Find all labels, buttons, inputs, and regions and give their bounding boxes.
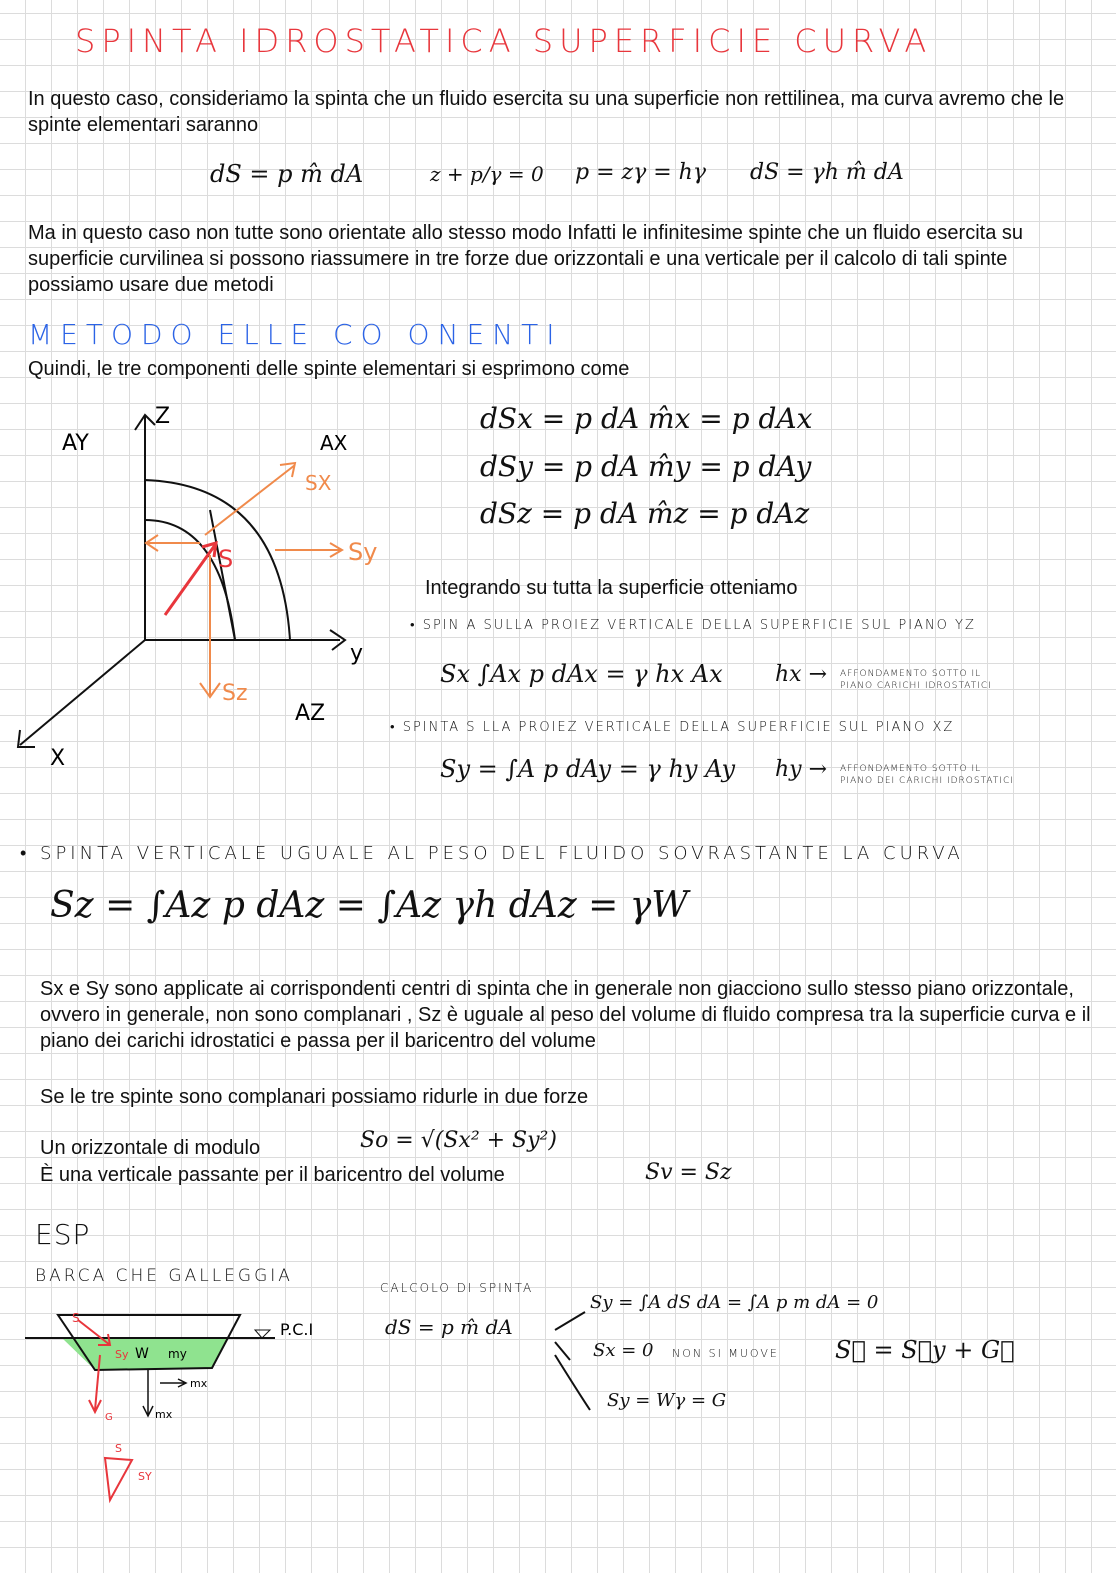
label-ax: AX <box>320 431 348 455</box>
formula-ds: dS = p m̂ dA <box>210 160 364 188</box>
label-sz: Sz <box>222 681 248 706</box>
label-sy: Sy <box>348 538 378 566</box>
vertical-formula: Sv = Sz <box>645 1160 732 1185</box>
example-title: BARCA CHE GALLEGGIA <box>35 1266 293 1286</box>
formula-sy: Sy = ∫A p dAy = γ hy Ay <box>440 755 736 783</box>
vertical-label: È una verticale passante per il baricentro del volume <box>40 1164 505 1186</box>
branch-sx: Sx = 0 <box>593 1340 654 1361</box>
x-axis <box>18 640 145 747</box>
label-az: AZ <box>295 701 326 726</box>
branch-sy-weight: Sy = Wγ = G <box>607 1390 727 1411</box>
z-axis <box>135 415 155 640</box>
boat-mx2-label: mx <box>155 1408 173 1421</box>
example-heading: ESP <box>35 1218 91 1251</box>
formula-bernoulli: z + p/γ = 0 <box>430 162 544 186</box>
formula-ds-gamma: dS = γh m̂ dA <box>750 160 904 185</box>
page-title: SPINTA IDROSTATICA SUPERFICIE CURVA <box>75 22 933 60</box>
y-axis <box>145 630 345 650</box>
surface-diagram <box>0 395 420 775</box>
label-y: y <box>350 641 364 666</box>
formula-pressure: p = zγ = hγ <box>575 160 706 185</box>
integrating-text: Integrando su tutta la superficie otteniamo <box>425 577 798 599</box>
vector-sum: S⃗ = S⃗y + G⃗ <box>835 1336 1015 1364</box>
boat-diagram <box>0 1300 340 1515</box>
pci-label: P.C.I <box>280 1320 314 1339</box>
hx-note: AFFONDAMENTO SOTTO IL PIANO CARICHI IDROSTATICI <box>840 669 992 691</box>
formula-sx: Sx ∫Ax p dAx = γ hx Ax <box>440 660 723 688</box>
formula-sz: Sz = ∫Az p dAz = ∫Az γh dAz = γW <box>50 885 689 926</box>
boat-s-label: S <box>72 1311 80 1325</box>
boat-w-label: W <box>135 1346 149 1362</box>
boat-g-label: G <box>105 1412 113 1423</box>
calc-formula: dS = p m̂ dA <box>385 1315 513 1339</box>
label-sx: SX <box>305 471 332 495</box>
hy-label: hy → <box>775 757 828 782</box>
formula-dsz: dSz = p dA m̂z = p dAz <box>480 497 810 530</box>
label-s: S <box>218 545 234 573</box>
boat-my-label: my <box>168 1347 187 1361</box>
boat-mx-label: mx <box>190 1377 208 1390</box>
intro-paragraph: In questo caso, consideriamo la spinta che un fluido esercita su una superficie non rettilinea, ma curva avremo che le spinte elementari saranno <box>28 88 1065 136</box>
formula-dsx: dSx = p dA m̂x = p dAx <box>480 402 813 435</box>
formula-dsy: dSy = p dA m̂y = p dAy <box>480 450 812 483</box>
label-x: X <box>50 746 66 771</box>
bullet-yz-plane: • SPIN A SULLA PROIEZ VERTICALE DELLA SUPERFICIE SUL PIANO YZ <box>410 618 976 633</box>
boat-s2-label: S <box>115 1442 122 1455</box>
calc-title: CALCOLO DI SPINTA <box>380 1281 534 1295</box>
bullet-vertical: • SPINTA VERTICALE UGUALE AL PESO DEL FLUIDO SOVRASTANTE LA CURVA <box>20 843 964 864</box>
sz-arrow <box>200 555 220 697</box>
hx-label: hx → <box>775 662 828 687</box>
paragraph-orientation: Ma in questo caso non tutte sono orientate allo stesso modo Infatti le infinitesime spinte che un fluido esercita su superficie curvilinea si possono riassumere in tre forze due orizzontali e una verticale per il calcolo di tali spinte possiamo usare due metodi <box>28 222 1024 296</box>
method-heading: METODO ELLE CO ONENTI <box>28 318 563 351</box>
branch-sy-integral: Sy = ∫A dS dA = ∫A p m dA = 0 <box>590 1292 879 1313</box>
branch-note: NON SI MUOVE <box>672 1347 779 1360</box>
boat-sy2-label: SY <box>138 1470 152 1483</box>
label-ay: AY <box>62 431 89 456</box>
label-z: Z <box>155 404 171 429</box>
paragraph-coplanar: Se le tre spinte sono complanari possiamo ridurle in due forze <box>40 1086 589 1108</box>
paragraph-application: Sx e Sy sono applicate ai corrispondenti centri di spinta che in generale non giacciono sullo stesso piano orizzontale, ovvero in generale, non sono complanari , Sz è uguale al peso del volume di fluido compresa tra la superficie curva e il piano dei carichi idrostatici e passa per il baricentro del volume <box>40 978 1091 1052</box>
components-intro: Quindi, le tre componenti delle spinte elementari si esprimono come <box>28 358 630 380</box>
resultant-arrow <box>165 543 216 615</box>
sy-arrow <box>275 543 342 557</box>
boat-sy-label: Sy <box>115 1348 129 1361</box>
horizontal-label: Un orizzontale di modulo <box>40 1137 261 1159</box>
horizontal-formula: So = √(Sx² + Sy²) <box>360 1128 557 1153</box>
hy-note: AFFONDAMENTO SOTTO IL PIANO DEI CARICHI IDROSTATICI <box>840 764 1014 786</box>
bullet-xz-plane: • SPINTA S LLA PROIEZ VERTICALE DELLA SUPERFICIE SUL PIANO XZ <box>390 720 955 735</box>
